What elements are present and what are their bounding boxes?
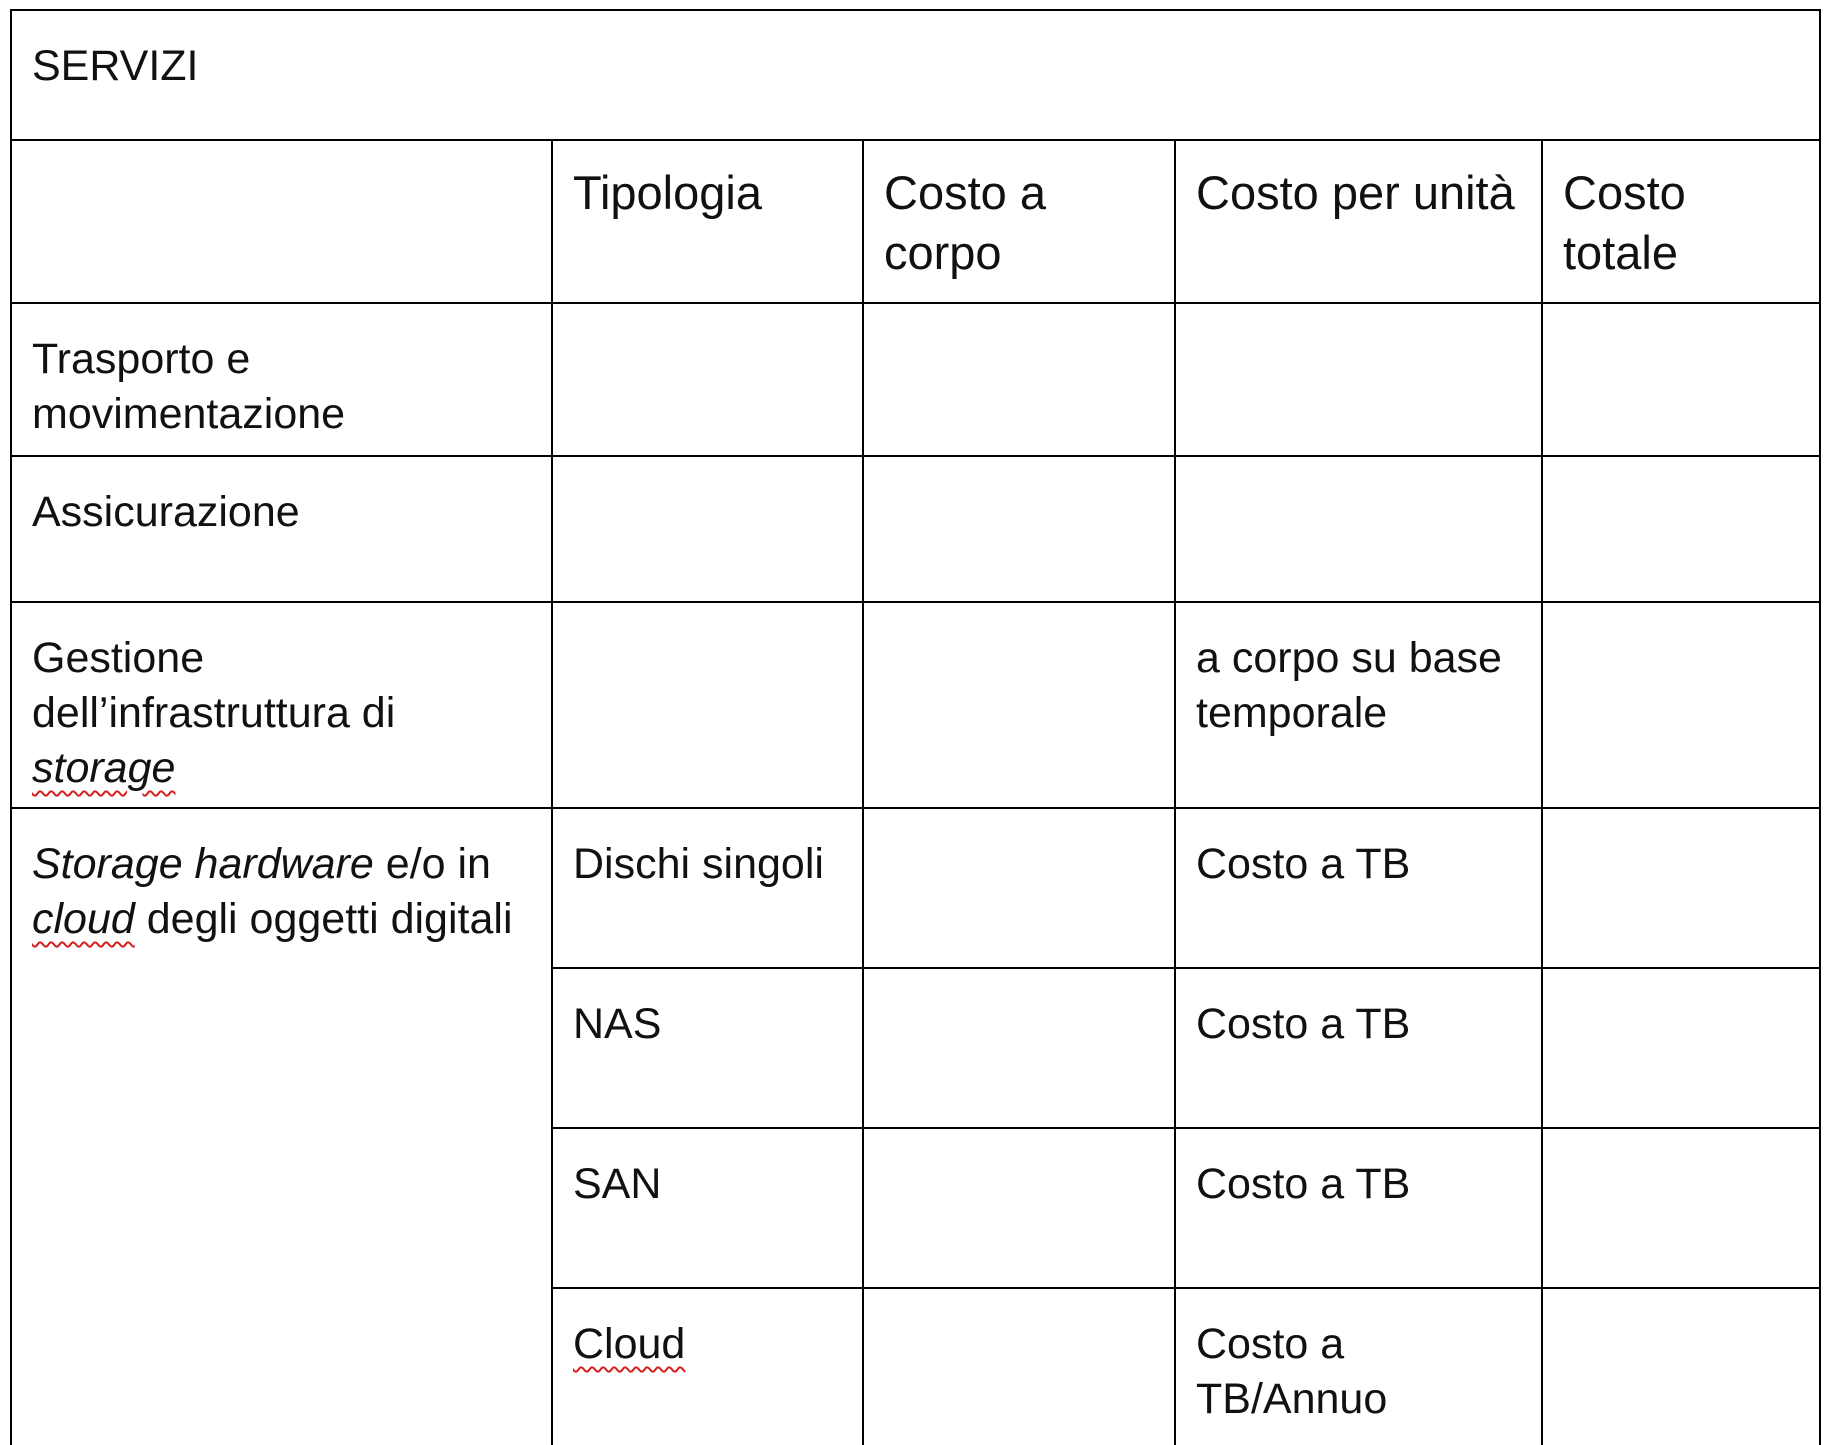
cell-tipologia-cloud	[552, 1288, 863, 1445]
cell-costo-per-unita-cloud: Costo a TB/Annuo	[1175, 1288, 1542, 1445]
cell-costo-totale	[1542, 808, 1820, 968]
cell-costo-a-corpo	[863, 303, 1175, 456]
cell-costo-per-unita	[1175, 456, 1542, 602]
cell-costo-a-corpo	[863, 808, 1175, 968]
table-title-row	[11, 10, 1820, 140]
header-tipologia: Tipologia	[552, 140, 863, 303]
header-cell-empty	[11, 140, 552, 303]
table-title: SERVIZI	[11, 10, 1820, 140]
cell-costo-a-corpo	[863, 968, 1175, 1128]
cell-costo-totale	[1542, 456, 1820, 602]
row-label-storage-mid: e/o in	[373, 840, 491, 888]
row-label-storage-suffix: degli oggetti digitali	[134, 895, 513, 943]
cell-costo-totale	[1542, 1288, 1820, 1445]
header-costo-a-corpo: Costo a corpo	[863, 140, 1175, 303]
services-table	[10, 9, 1821, 1445]
table-row-gestione	[11, 602, 1820, 808]
row-label-gestione	[11, 602, 552, 808]
cell-costo-a-corpo	[863, 456, 1175, 602]
cell-tipologia	[552, 456, 863, 602]
row-label-assicurazione: Assicurazione	[11, 456, 552, 602]
cell-tipologia-san: SAN	[552, 1128, 863, 1288]
cell-tipologia	[552, 303, 863, 456]
cell-costo-totale	[1542, 602, 1820, 808]
row-label-storage	[11, 808, 552, 1445]
header-costo-totale: Costo totale	[1542, 140, 1820, 303]
cell-costo-a-corpo	[863, 1288, 1175, 1445]
cell-costo-totale	[1542, 968, 1820, 1128]
cell-tipologia-nas: NAS	[552, 968, 863, 1128]
row-label-gestione-text: Gestione dell’infrastruttura di	[32, 634, 396, 737]
cell-costo-per-unita-gestione: a corpo su base temporale	[1175, 602, 1542, 808]
cell-costo-per-unita	[1175, 303, 1542, 456]
cell-costo-totale	[1542, 1128, 1820, 1288]
table-row-storage-dischi	[11, 808, 1820, 968]
cell-tipologia	[552, 602, 863, 808]
row-label-storage-italic-2: cloud	[32, 895, 135, 943]
cell-costo-per-unita-nas: Costo a TB	[1175, 968, 1542, 1128]
row-label-storage-italic-1: Storage hardware	[32, 840, 374, 888]
cell-costo-totale	[1542, 303, 1820, 456]
row-label-trasporto: Trasporto e movimentazione	[11, 303, 552, 456]
cell-tipologia-cloud-text: Cloud	[573, 1320, 686, 1368]
cell-costo-a-corpo	[863, 1128, 1175, 1288]
table-header-row	[11, 140, 1820, 303]
table-row-trasporto	[11, 303, 1820, 456]
cell-tipologia-dischi: Dischi singoli	[552, 808, 863, 968]
cell-costo-per-unita-san: Costo a TB	[1175, 1128, 1542, 1288]
row-label-gestione-italic: storage	[32, 744, 176, 792]
header-costo-per-unita: Costo per unità	[1175, 140, 1542, 303]
cell-costo-per-unita-dischi: Costo a TB	[1175, 808, 1542, 968]
table-row-assicurazione	[11, 456, 1820, 602]
cell-costo-a-corpo	[863, 602, 1175, 808]
